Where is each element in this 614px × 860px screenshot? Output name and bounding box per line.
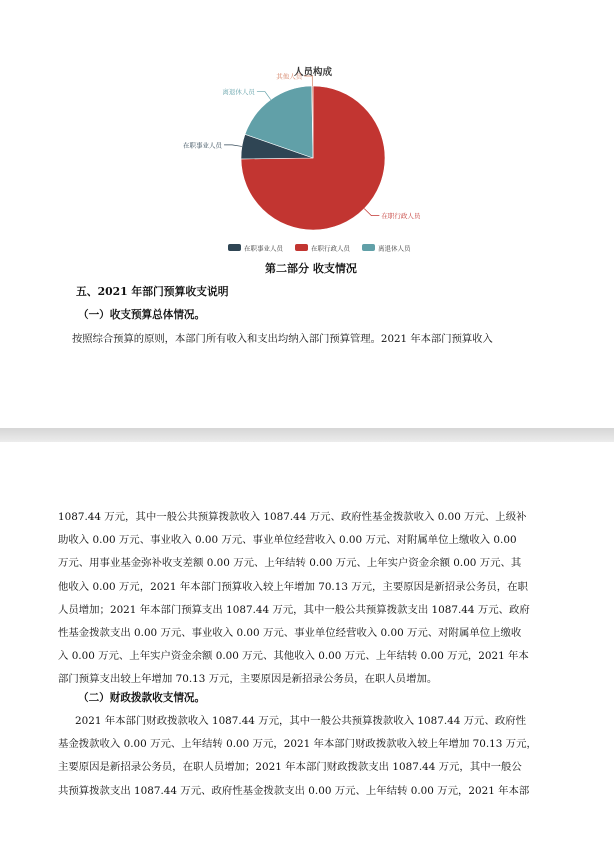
slice-label: 在职事业人员: [183, 142, 223, 150]
slice-leader-line: [257, 92, 271, 100]
paragraph-budget-overview: [58, 506, 564, 692]
paragraph-line: 人员增加；2021 年本部门预算支出 1087.44 万元，其中一般公共预算拨款支出 1087.44 万元、政府: [58, 603, 530, 616]
slice-label: 其他人员: [276, 73, 303, 81]
paragraph-line: 他收入 0.00 万元，2021 年本部门预算收入较上年增加 70.13 万元，主要原因是新招录公务员，在职: [58, 580, 528, 593]
paragraph-line: 性基金拨款支出 0.00 万元、事业收入 0.00 万元、事业单位经营收入 0.00 万元、对附属单位上缴收: [58, 627, 522, 640]
chart-title: 人员构成: [293, 67, 333, 78]
paragraph-line: 入 0.00 万元、上年实户资金余额 0.00 万元、其他收入 0.00 万元、上年结转 0.00 万元，2021 年本: [58, 650, 529, 663]
paragraph-line: 1087.44 万元，其中一般公共预算拨款收入 1087.44 万元、政府性基金拨款收入 0.00 万元、上级补: [58, 511, 527, 523]
part-title: 第二部分 收支情况: [265, 262, 357, 275]
slice-label: 在职行政人员: [381, 213, 421, 221]
paragraph-line: 主要原因是新招录公务员，在职人员增加；2021 年本部门财政拨款支出 1087.44 万元，其中一般公: [58, 761, 522, 774]
paragraph-line: 按照综合预算的原则，本部门所有收入和支出均纳入部门预算管理。2021 年本部门预算收入: [72, 333, 493, 345]
subsection-heading-1: （一）收支预算总体情况。: [78, 309, 206, 321]
section-heading-5: 五、2021 年部门预算收支说明: [76, 285, 229, 298]
page-separator: [0, 428, 614, 442]
paragraph-fiscal-appropriation: [58, 710, 564, 803]
paragraph-line: 2021 年本部门财政拨款收入 1087.44 万元，其中一般公共预算拨款收入 1087.44 万元、政府性: [75, 715, 526, 727]
subsection-heading-2: （二）财政拨款收支情况。: [78, 692, 206, 704]
paragraph-line: 万元、用事业基金弥补收支差额 0.00 万元、上年结转 0.00 万元、上年实户资金余额 0.00 万元、其: [58, 557, 522, 570]
paragraph-line: 助收入 0.00 万元、事业收入 0.00 万元、事业单位经营收入 0.00 万元、对附属单位上缴收入 0.00: [58, 534, 517, 547]
slice-label: 离退休人员: [222, 89, 255, 97]
legend-swatch[interactable]: [362, 244, 375, 251]
paragraph-line: 共预算拨款支出 1087.44 万元、政府性基金拨款支出 0.00 万元、上年结转 0.00 万元，2021 年本部: [58, 784, 530, 797]
paragraph-line: 基金拨款收入 0.00 万元、上年结转 0.00 万元，2021 年本部门财政拨款收入较上年增加 70.13 万元，: [58, 738, 537, 751]
slice-leader-line: [224, 145, 242, 147]
legend-swatch[interactable]: [295, 244, 308, 251]
document-page-2: [0, 442, 614, 860]
legend-swatch[interactable]: [228, 244, 241, 251]
legend-label[interactable]: 在职行政人员: [311, 245, 350, 253]
slice-leader-line: [364, 209, 379, 216]
document-page-1: [0, 0, 614, 428]
legend-label[interactable]: 在职事业人员: [244, 245, 283, 253]
paragraph-line: 部门预算支出较上年增加 70.13 万元，主要原因是新招录公务员，在职人员增加。: [58, 673, 438, 686]
legend-label[interactable]: 离退休人员: [378, 245, 411, 253]
personnel-pie-chart: [0, 0, 614, 262]
